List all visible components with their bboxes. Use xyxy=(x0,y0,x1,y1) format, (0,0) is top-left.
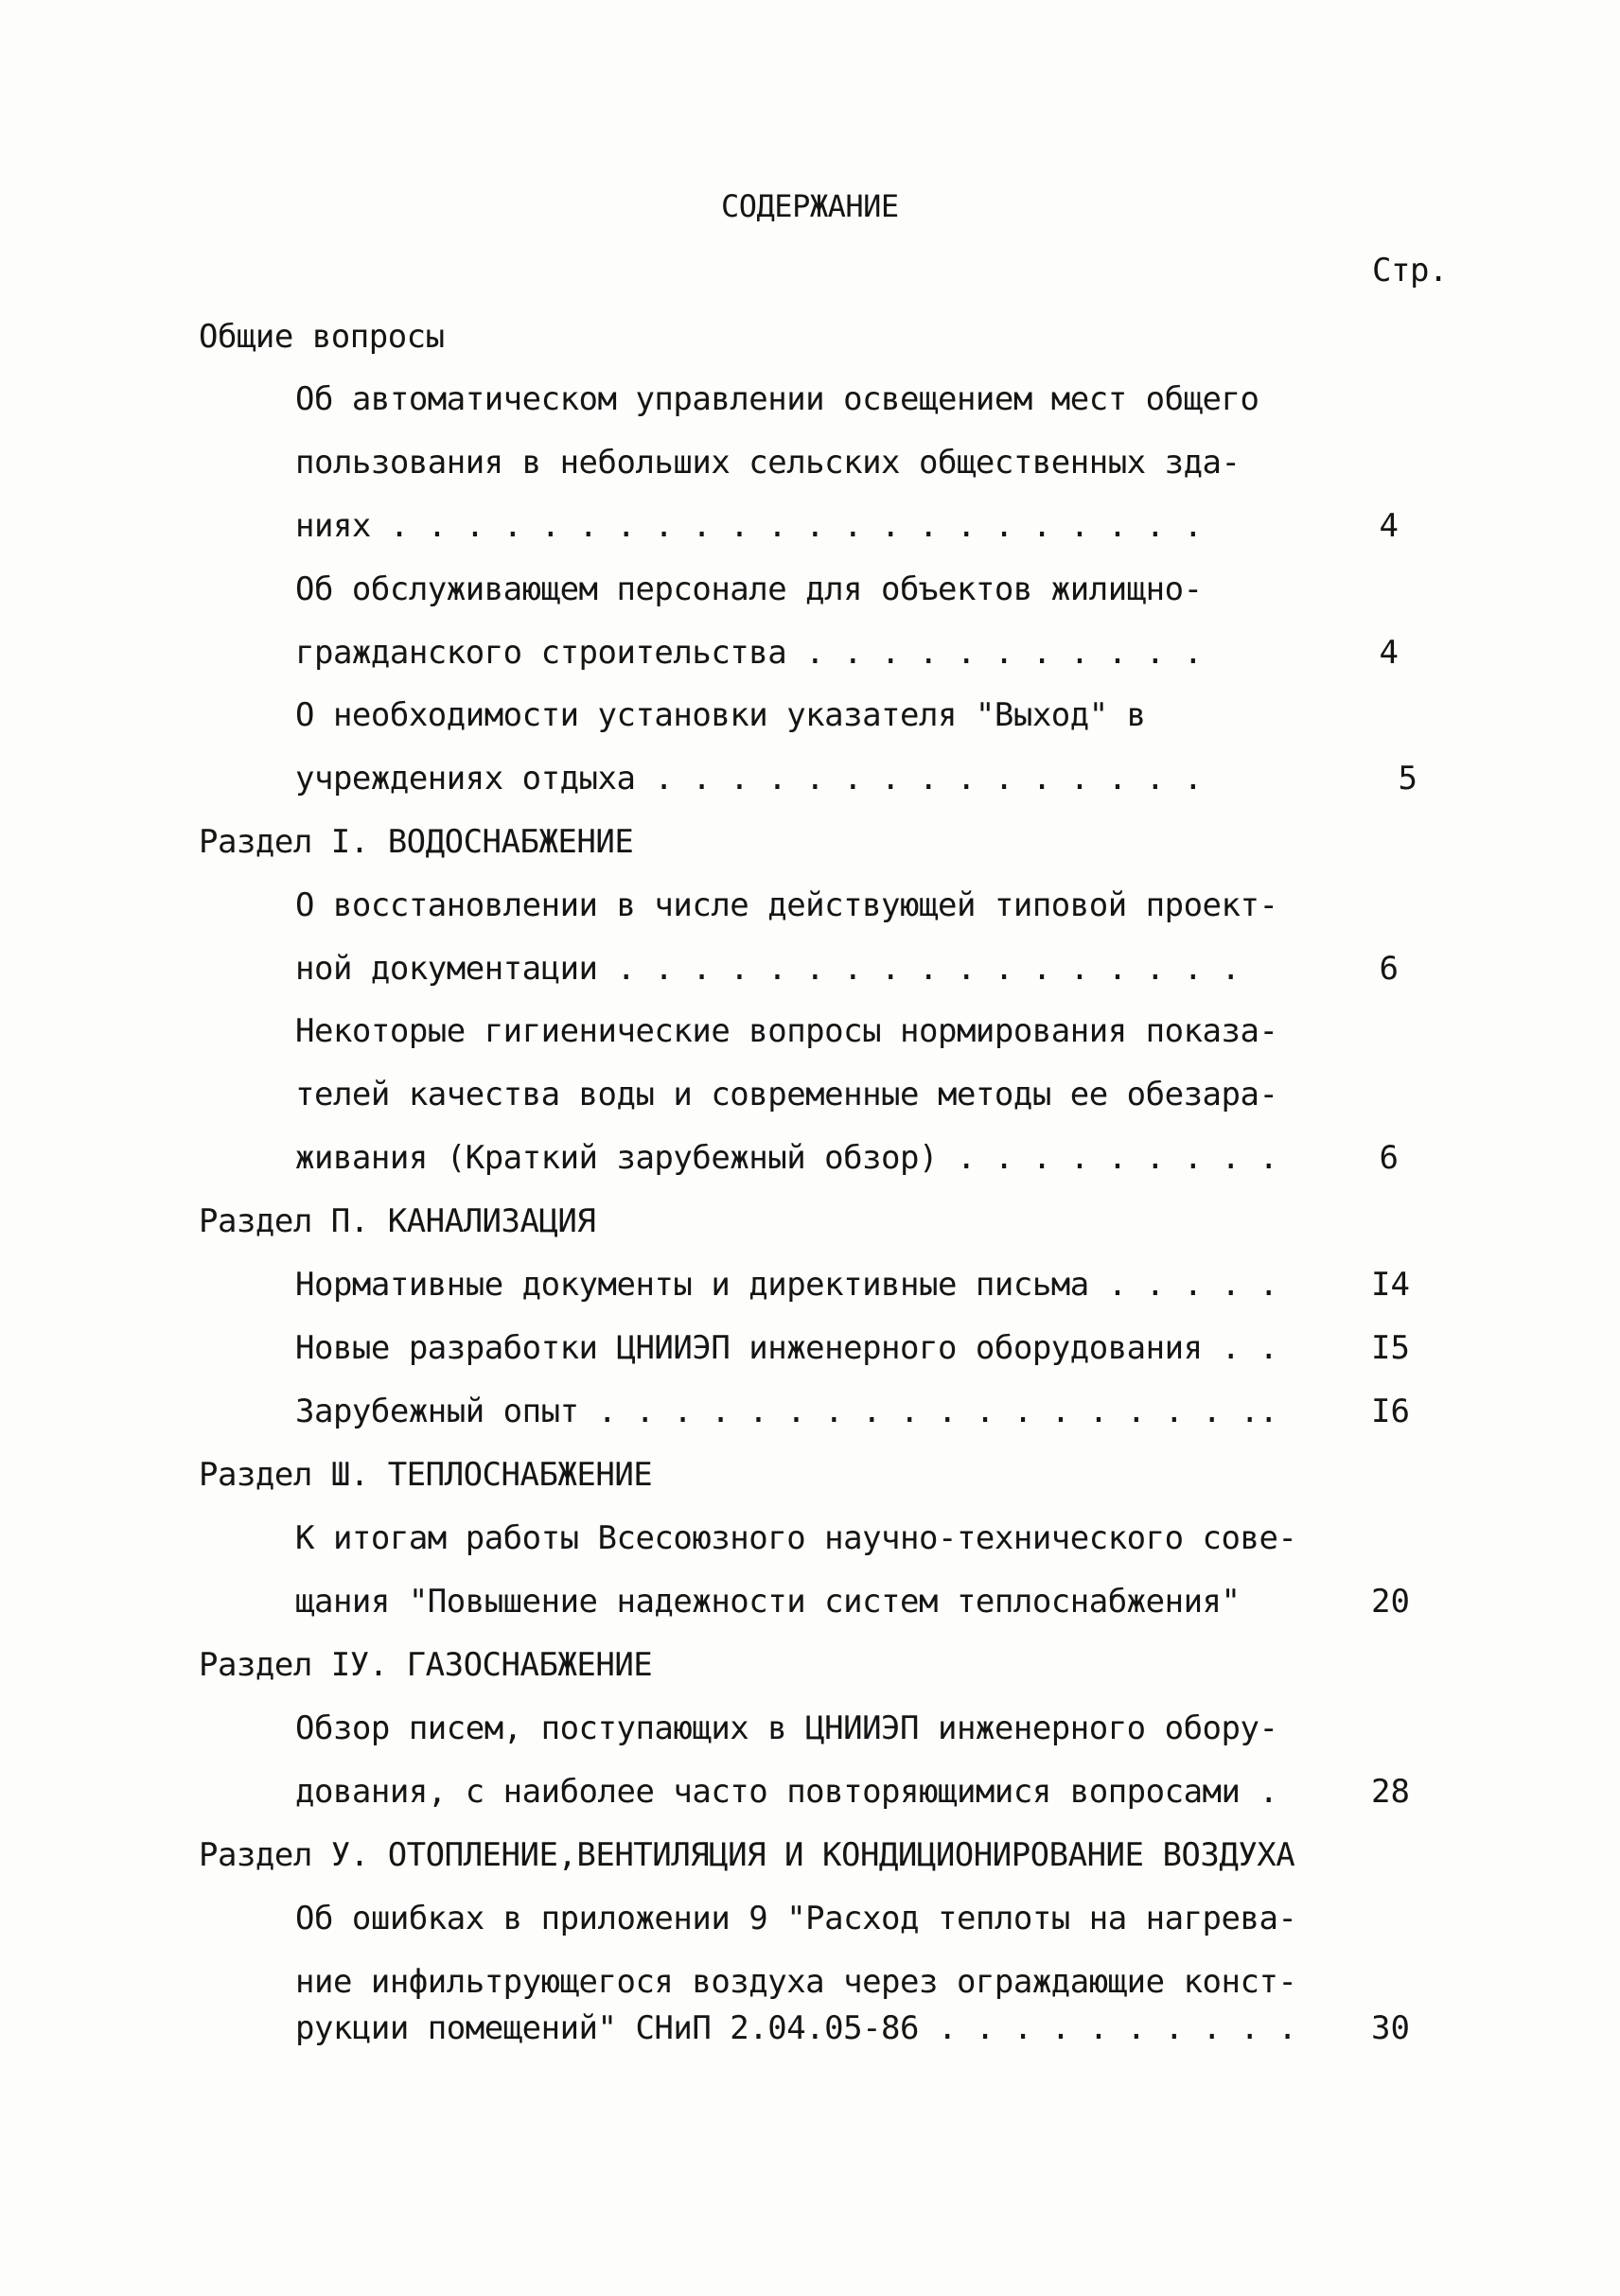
section-heading-sewerage: Раздел П. КАНАЛИЗАЦИЯ xyxy=(199,1202,596,1240)
toc-page-number: I4 xyxy=(1371,1266,1410,1304)
section-heading-heating-ventilation: Раздел У. ОТОПЛЕНИЕ,ВЕНТИЛЯЦИЯ И КОНДИЦИОНИРОВАНИЕ ВОЗДУХА xyxy=(199,1836,1295,1874)
toc-page-number: 28 xyxy=(1371,1773,1410,1811)
toc-entry-line: учреждениях отдыха . . . . . . . . . . . . . . . xyxy=(295,760,1203,797)
page-column-header: Стр. xyxy=(1372,252,1448,289)
toc-page-number: 30 xyxy=(1371,2009,1410,2047)
toc-page-number: 4 xyxy=(1379,507,1399,545)
section-heading-heat-supply: Раздел Ш. ТЕПЛОСНАБЖЕНИЕ xyxy=(199,1456,653,1494)
section-heading-water-supply: Раздел I. ВОДОСНАБЖЕНИЕ xyxy=(199,823,634,861)
toc-page-number: I6 xyxy=(1371,1393,1410,1430)
toc-entry-line: Об ошибках в приложении 9 "Расход теплоты на нагрева- xyxy=(295,1900,1297,1937)
toc-entry-line: гражданского строительства . . . . . . . . . . . xyxy=(295,634,1203,672)
toc-entry-line: О необходимости установки указателя "Выход" в xyxy=(295,696,1146,734)
section-heading-general: Общие вопросы xyxy=(199,318,445,356)
toc-entry-line: телей качества воды и современные методы ее обезара- xyxy=(295,1076,1278,1113)
toc-page-number: 4 xyxy=(1379,634,1399,672)
toc-entry-line: Об обслуживающем персонале для объектов жилищно- xyxy=(295,570,1203,608)
toc-entry-line: К итогам работы Всесоюзного научно-технического сове- xyxy=(295,1519,1297,1557)
toc-entry-line: Новые разработки ЦНИИЭП инженерного оборудования . . xyxy=(295,1329,1278,1367)
toc-entry-line: Некоторые гигиенические вопросы нормирования показа- xyxy=(295,1012,1278,1050)
toc-entry-line: пользования в небольших сельских общественных зда- xyxy=(295,444,1241,482)
toc-entry-line: дования, с наиболее часто повторяющимися вопросами . xyxy=(295,1773,1278,1811)
toc-entry-line: живания (Краткий зарубежный обзор) . . . . . . . . . xyxy=(295,1139,1278,1177)
toc-entry-line: Зарубежный опыт . . . . . . . . . . . . . . . . . .. xyxy=(295,1393,1278,1430)
toc-entry-line: ной документации . . . . . . . . . . . . . . . . . xyxy=(295,950,1241,988)
toc-entry-line: Об автоматическом управлении освещением мест общего xyxy=(295,380,1259,418)
toc-page-number: 20 xyxy=(1371,1583,1410,1621)
toc-page-number: 6 xyxy=(1379,950,1399,988)
toc-page-number: 5 xyxy=(1398,760,1418,797)
section-heading-gas-supply: Раздел IУ. ГАЗОСНАБЖЕНИЕ xyxy=(199,1646,653,1684)
toc-entry-line: щания "Повышение надежности систем теплоснабжения" xyxy=(295,1583,1241,1621)
page-title: СОДЕРЖАНИЕ xyxy=(721,188,899,224)
toc-page-number: 6 xyxy=(1379,1139,1399,1177)
toc-entry-line: Нормативные документы и директивные письма . . . . . xyxy=(295,1266,1278,1304)
toc-entry-line: рукции помещений" СНиП 2.04.05-86 . . . . . . . . . . xyxy=(295,2009,1297,2047)
toc-page-number: I5 xyxy=(1371,1329,1410,1367)
toc-entry-line: О восстановлении в числе действующей типовой проект- xyxy=(295,886,1278,924)
toc-entry-line: ниях . . . . . . . . . . . . . . . . . . . . . . xyxy=(295,507,1203,545)
toc-entry-line: ние инфильтрующегося воздуха через ограждающие конст- xyxy=(295,1963,1297,2001)
toc-entry-line: Обзор писем, поступающих в ЦНИИЭП инженерного обору- xyxy=(295,1709,1278,1747)
